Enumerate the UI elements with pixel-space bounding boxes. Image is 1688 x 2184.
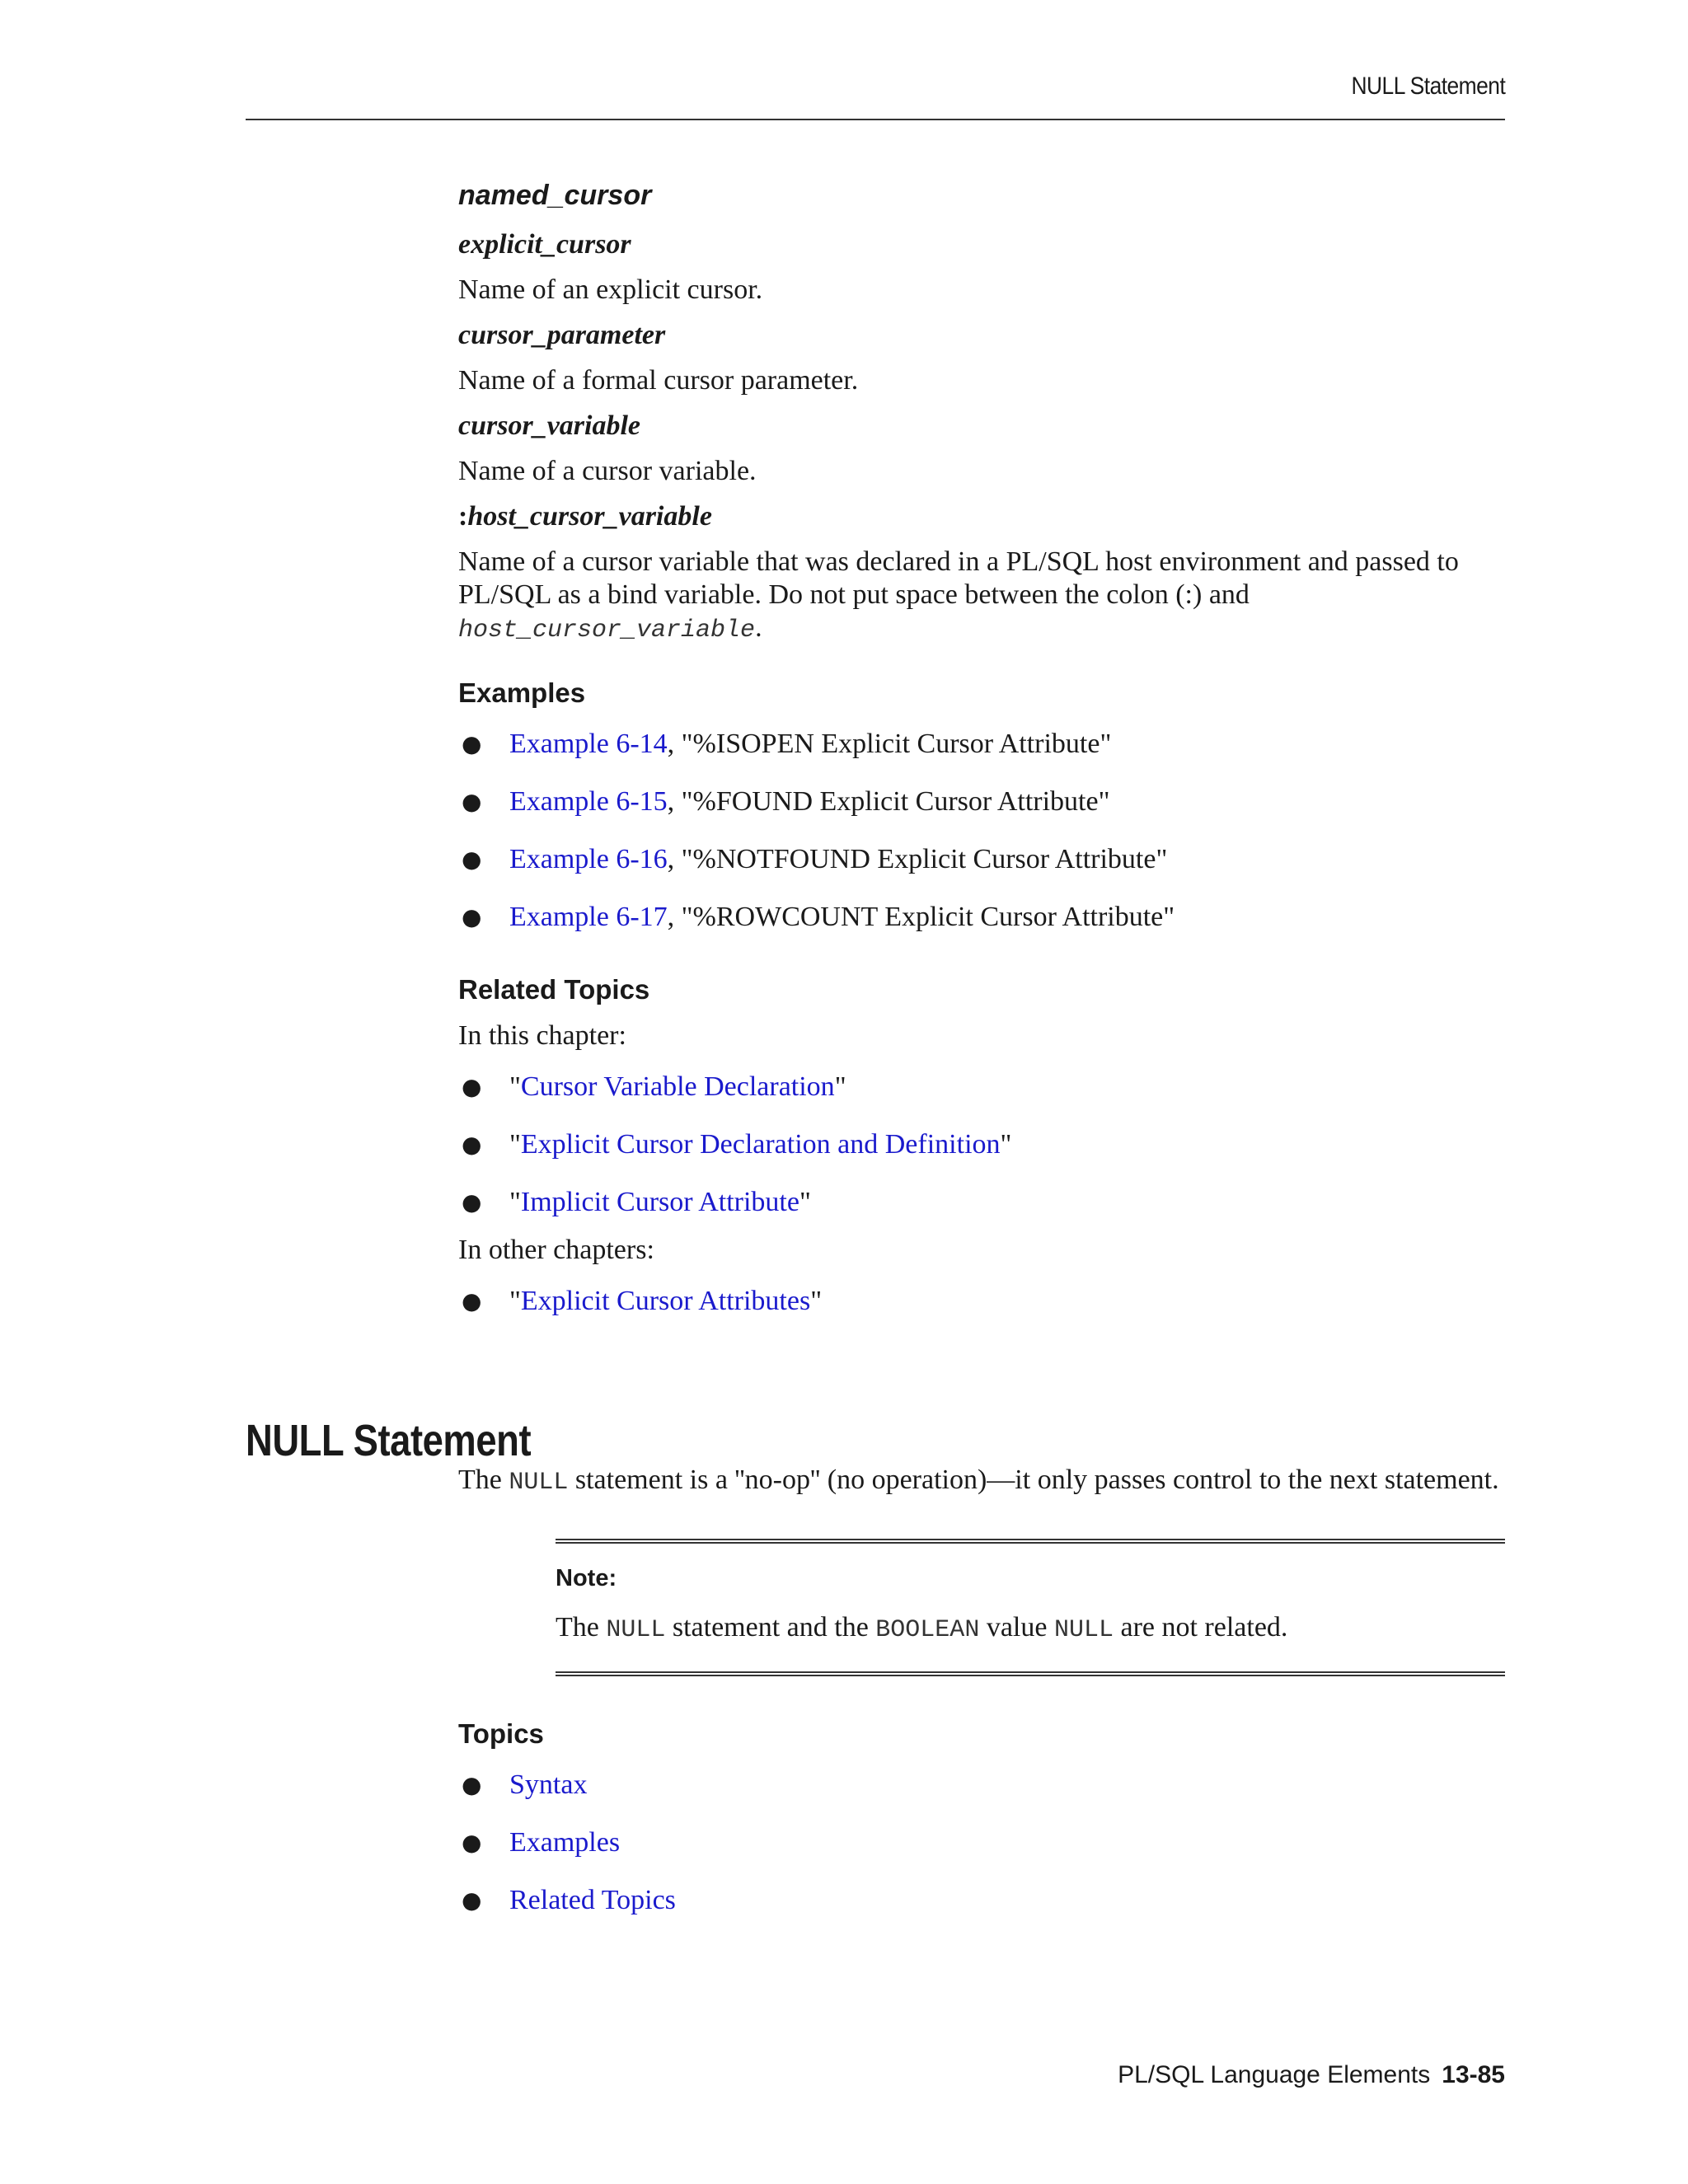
intro-code-null: NULL bbox=[509, 1469, 569, 1497]
related-other-chapters-list bbox=[458, 1283, 1505, 1319]
term-colon: : bbox=[458, 501, 468, 532]
topic-link-syntax[interactable]: Syntax bbox=[509, 1769, 588, 1800]
page-footer bbox=[1118, 2059, 1505, 2092]
note-text-part: statement and the bbox=[665, 1612, 876, 1643]
link-implicit-cursor-attribute[interactable]: Implicit Cursor Attribute bbox=[520, 1187, 799, 1217]
list-item: ● "Explicit Cursor Attributes" bbox=[458, 1283, 1505, 1319]
note-label: Note: bbox=[556, 1565, 617, 1591]
term-named-cursor: named_cursor bbox=[458, 180, 652, 211]
list-item bbox=[458, 841, 1505, 878]
main-content bbox=[458, 175, 1505, 1319]
desc-host-end: . bbox=[755, 612, 762, 643]
bullet-icon: ● bbox=[462, 846, 482, 873]
topic-link-examples[interactable]: Examples bbox=[509, 1827, 621, 1858]
list-item bbox=[458, 784, 1505, 820]
bullet-icon: ● bbox=[462, 788, 482, 815]
topics-heading: Topics bbox=[458, 1718, 544, 1749]
bullet-icon: ● bbox=[462, 1771, 482, 1798]
link-cursor-variable-declaration[interactable]: Cursor Variable Declaration bbox=[520, 1071, 835, 1102]
intro-text: statement is a ''no-op'' (no operation)—it only passes control to the next statement. bbox=[568, 1465, 1499, 1495]
term-host-cursor-variable-name: host_cursor_variable bbox=[467, 501, 712, 532]
bullet-icon: ● bbox=[462, 1131, 482, 1158]
bullet-icon: ● bbox=[462, 1188, 482, 1216]
topics-list bbox=[458, 1767, 1505, 1919]
list-item: ● "Cursor Variable Declaration" bbox=[458, 1069, 1505, 1105]
note-code-boolean: BOOLEAN bbox=[875, 1616, 980, 1644]
footer-section: PL/SQL Language Elements bbox=[1118, 2061, 1431, 2088]
examples-heading: Examples bbox=[458, 677, 586, 708]
in-other-chapters-label: In other chapters: bbox=[458, 1235, 654, 1265]
list-item: ● "Implicit Cursor Attribute" bbox=[458, 1184, 1505, 1221]
running-header-title: NULL Statement bbox=[1351, 73, 1505, 100]
term-host-cursor-variable bbox=[458, 496, 1505, 537]
list-item bbox=[458, 899, 1505, 935]
list-item bbox=[458, 1825, 1505, 1861]
desc-cursor-parameter: Name of a formal cursor parameter. bbox=[458, 365, 859, 396]
desc-cursor-variable: Name of a cursor variable. bbox=[458, 456, 757, 486]
bullet-icon: ● bbox=[462, 1886, 482, 1914]
desc-host-cursor-variable bbox=[458, 546, 1505, 647]
list-item bbox=[458, 726, 1505, 762]
link-explicit-cursor-attributes[interactable]: Explicit Cursor Attributes bbox=[520, 1286, 811, 1316]
example-text: , "%ROWCOUNT Explicit Cursor Attribute" bbox=[667, 902, 1175, 932]
desc-host-text: Name of a cursor variable that was declared in a PL/SQL host environment and passed to PL/SQL as a bind variable. Do not put space between the colon (:) and bbox=[458, 546, 1459, 610]
in-this-chapter-label: In this chapter: bbox=[458, 1020, 626, 1051]
related-this-chapter-list bbox=[458, 1069, 1505, 1221]
note-box bbox=[556, 1539, 1505, 1676]
list-item: ● "Explicit Cursor Declaration and Definition" bbox=[458, 1127, 1505, 1163]
running-header bbox=[246, 73, 1505, 120]
note-text-part: are not related. bbox=[1113, 1612, 1288, 1643]
example-text: , "%ISOPEN Explicit Cursor Attribute" bbox=[667, 729, 1112, 759]
example-text: , "%NOTFOUND Explicit Cursor Attribute" bbox=[667, 844, 1168, 874]
examples-list bbox=[458, 726, 1505, 935]
link-explicit-cursor-declaration[interactable]: Explicit Cursor Declaration and Definition bbox=[520, 1129, 1001, 1160]
desc-host-code: host_cursor_variable bbox=[458, 616, 756, 644]
example-link-6-17[interactable]: Example 6-17 bbox=[509, 902, 668, 932]
related-topics-heading: Related Topics bbox=[458, 974, 650, 1005]
note-text-part: The bbox=[556, 1612, 607, 1643]
list-item bbox=[458, 1767, 1505, 1803]
desc-explicit-cursor: Name of an explicit cursor. bbox=[458, 274, 763, 305]
bullet-icon: ● bbox=[462, 730, 482, 757]
note-code-null: NULL bbox=[1053, 1616, 1114, 1644]
intro-text: The bbox=[458, 1465, 509, 1495]
example-link-6-16[interactable]: Example 6-16 bbox=[509, 844, 668, 874]
example-link-6-14[interactable]: Example 6-14 bbox=[509, 729, 668, 759]
null-statement-intro bbox=[458, 1464, 1505, 1499]
note-code-null: NULL bbox=[606, 1616, 666, 1644]
term-explicit-cursor: explicit_cursor bbox=[458, 229, 631, 260]
note-text bbox=[556, 1610, 1505, 1648]
topic-link-related-topics[interactable]: Related Topics bbox=[509, 1885, 676, 1915]
term-cursor-parameter: cursor_parameter bbox=[458, 320, 666, 350]
term-cursor-variable: cursor_variable bbox=[458, 410, 640, 441]
bullet-icon: ● bbox=[462, 1287, 482, 1315]
null-statement-heading: NULL Statement bbox=[246, 1416, 532, 1465]
bullet-icon: ● bbox=[462, 903, 482, 930]
note-text-part: value bbox=[979, 1612, 1054, 1643]
example-text: , "%FOUND Explicit Cursor Attribute" bbox=[667, 786, 1110, 817]
footer-page-number: 13-85 bbox=[1442, 2061, 1505, 2088]
bullet-icon: ● bbox=[462, 1829, 482, 1856]
list-item bbox=[458, 1882, 1505, 1919]
example-link-6-15[interactable]: Example 6-15 bbox=[509, 786, 668, 817]
null-statement-content bbox=[458, 1464, 1505, 1919]
bullet-icon: ● bbox=[462, 1073, 482, 1100]
